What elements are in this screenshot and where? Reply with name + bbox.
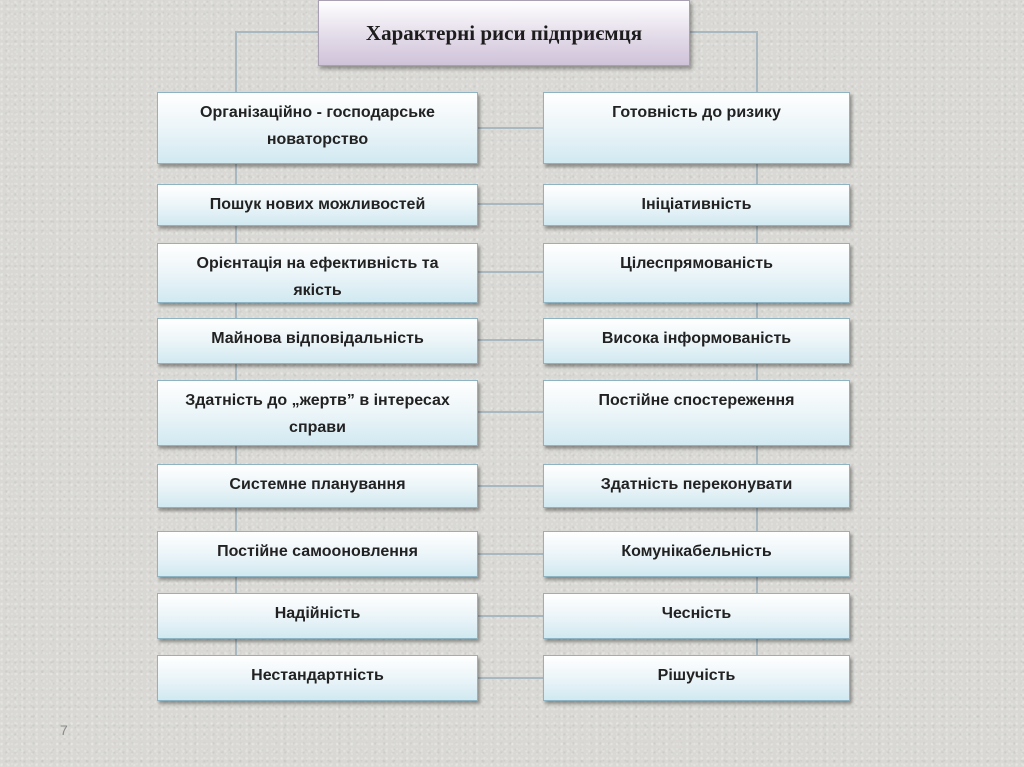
- left-box-8: Надійність: [157, 593, 478, 639]
- right-box-3: Цілеспрямованість: [543, 243, 850, 303]
- right-box-6: Здатність переконувати: [543, 464, 850, 508]
- right-box-7: Комунікабельність: [543, 531, 850, 577]
- left-box-5: Здатність до „жертв” в інтересах справи: [157, 380, 478, 446]
- right-box-8: Чесність: [543, 593, 850, 639]
- right-box-2: Ініціативність: [543, 184, 850, 226]
- diagram-title: Характерні риси підприємця: [318, 0, 690, 66]
- right-box-1: Готовність до ризику: [543, 92, 850, 164]
- left-box-6: Системне планування: [157, 464, 478, 508]
- right-box-5: Постійне спостереження: [543, 380, 850, 446]
- left-box-7: Постійне самооновлення: [157, 531, 478, 577]
- left-box-9: Нестандартність: [157, 655, 478, 701]
- left-box-4: Майнова відповідальність: [157, 318, 478, 364]
- left-box-2: Пошук нових можливостей: [157, 184, 478, 226]
- left-box-3: Орієнтація на ефективність та якість: [157, 243, 478, 303]
- title-connector-left: [236, 32, 318, 92]
- right-box-4: Висока інформованість: [543, 318, 850, 364]
- title-connector-right: [690, 32, 757, 92]
- page-number: 7: [60, 722, 68, 738]
- right-box-9: Рішучість: [543, 655, 850, 701]
- left-box-1: Організаційно - господарське новаторство: [157, 92, 478, 164]
